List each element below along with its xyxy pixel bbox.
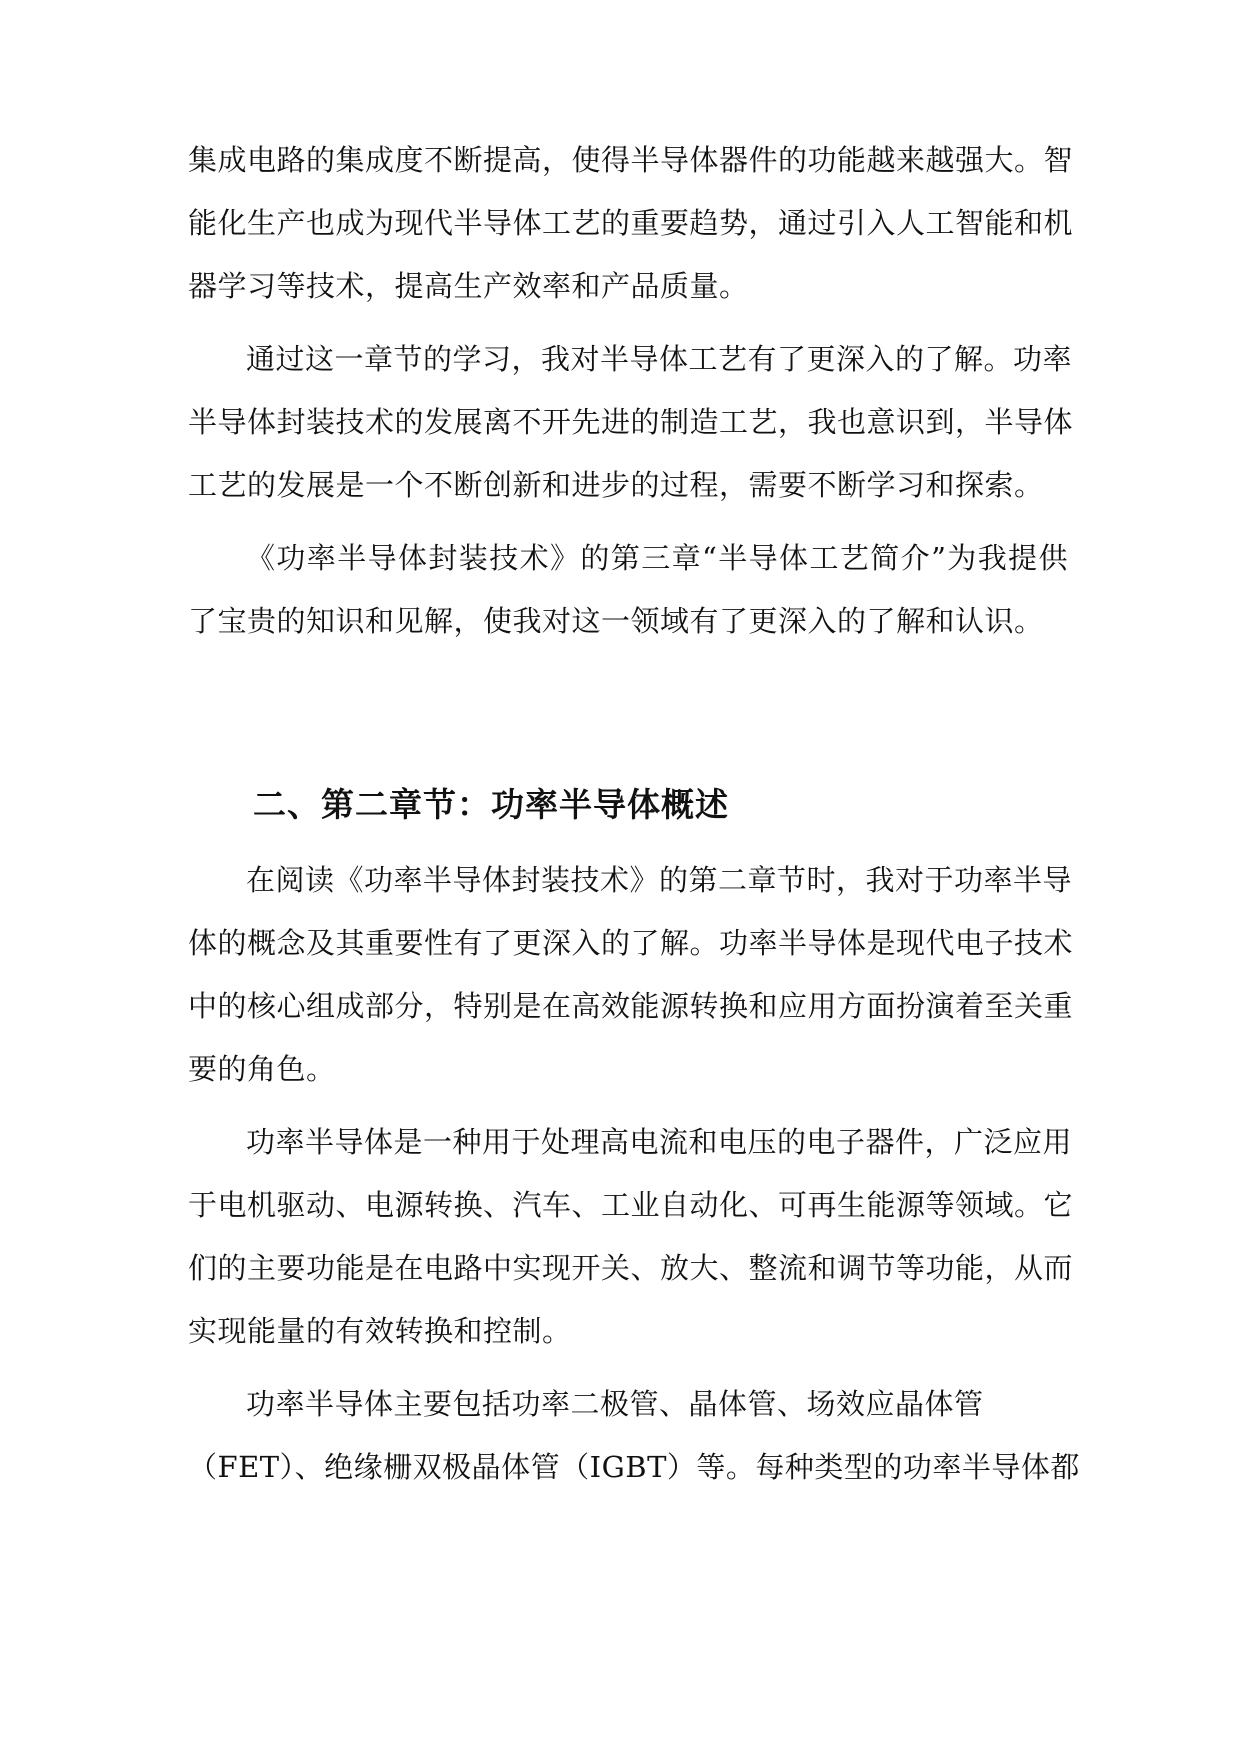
paragraph-line: 于电机驱动、电源转换、汽车、工业自动化、可再生能源等领域。它 [188, 1188, 1074, 1222]
paragraph-line: 通过这一章节的学习，我对半导体工艺有了更深入的了解。功率 [246, 342, 1073, 376]
paragraph-line: 器学习等技术，提高生产效率和产品质量。 [188, 269, 749, 303]
paragraph-line: 功率半导体是一种用于处理高电流和电压的电子器件，广泛应用 [246, 1125, 1073, 1159]
paragraph-line: 集成电路的集成度不断提高，使得半导体器件的功能越来越强大。智 [188, 143, 1074, 177]
paragraph-line: 《功率半导体封装技术》的第三章“半导体工艺简介”为我提供 [246, 541, 1068, 575]
paragraph-line: 能化生产也成为现代半导体工艺的重要趋势，通过引入人工智能和机 [188, 206, 1074, 240]
paragraph-line: 中的核心组成部分，特别是在高效能源转换和应用方面扮演着至关重 [188, 989, 1074, 1023]
paragraph-line: 了宝贵的知识和见解，使我对这一领域有了更深入的了解和认识。 [188, 604, 1044, 638]
paragraph-line: 体的概念及其重要性有了更深入的了解。功率半导体是现代电子技术 [188, 926, 1074, 960]
section-heading: 二、第二章节：功率半导体概述 [253, 785, 729, 824]
paragraph-line: 们的主要功能是在电路中实现开关、放大、整流和调节等功能，从而 [188, 1251, 1074, 1285]
paragraph-line: 工艺的发展是一个不断创新和进步的过程，需要不断学习和探索。 [188, 468, 1044, 502]
paragraph-line: 实现能量的有效转换和控制。 [188, 1314, 572, 1348]
paragraph-line: 在阅读《功率半导体封装技术》的第二章节时，我对于功率半导 [246, 863, 1073, 897]
paragraph-line: （FET）、绝缘栅双极晶体管（IGBT）等。每种类型的功率半导体都 [188, 1450, 1080, 1484]
paragraph-line: 要的角色。 [188, 1052, 336, 1086]
paragraph-line: 半导体封装技术的发展离不开先进的制造工艺，我也意识到，半导体 [188, 405, 1074, 439]
paragraph-line: 功率半导体主要包括功率二极管、晶体管、场效应晶体管 [246, 1387, 984, 1421]
